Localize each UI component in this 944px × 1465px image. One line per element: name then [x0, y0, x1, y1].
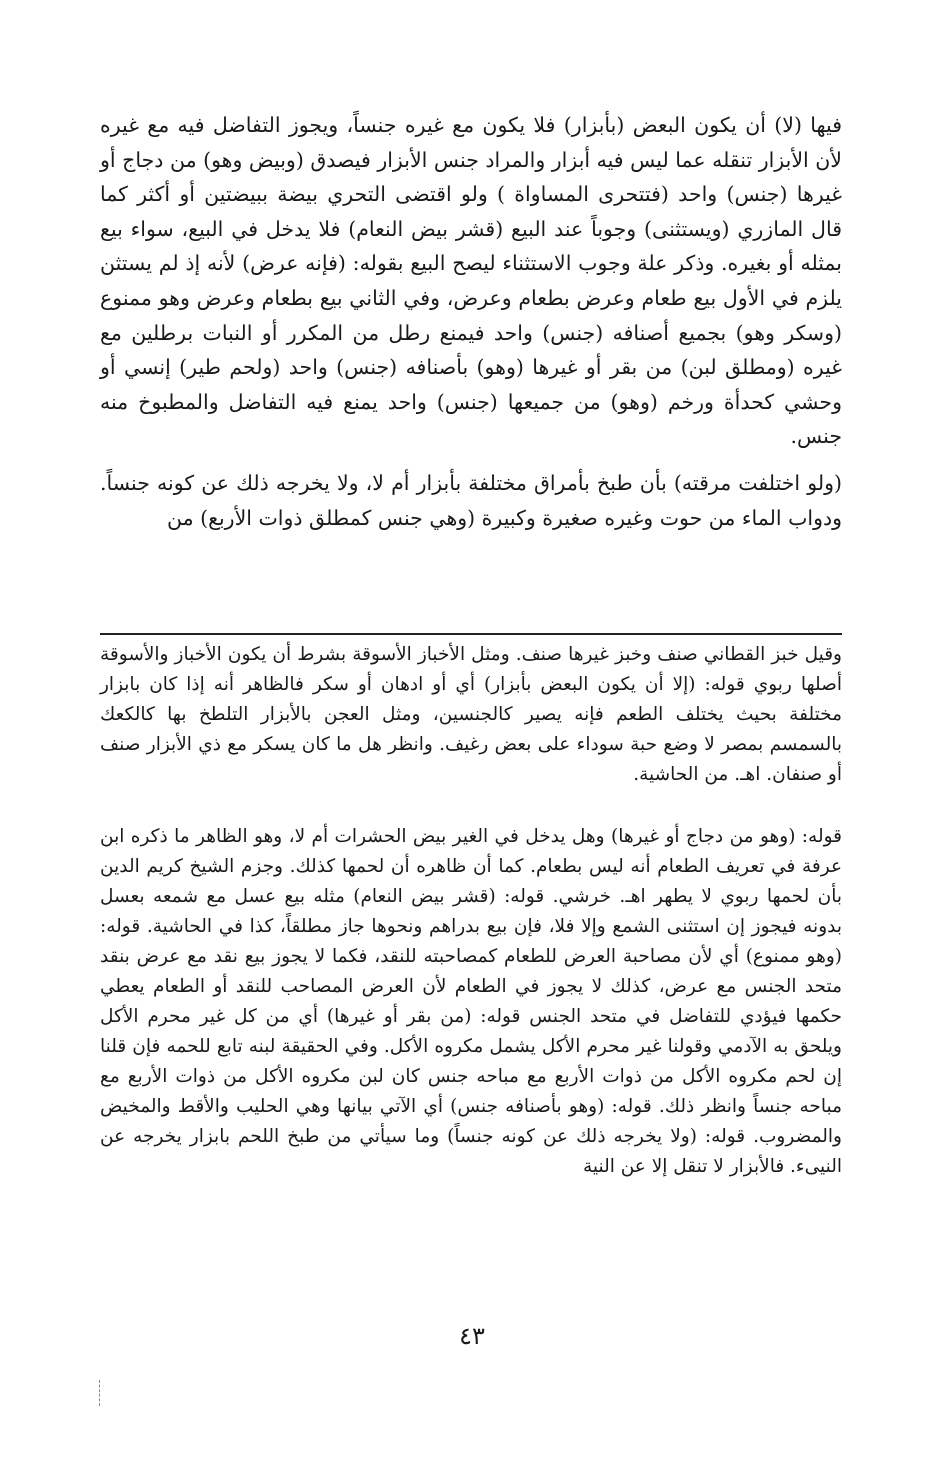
footnotes-block	[100, 640, 842, 1182]
page-number: ٤٣	[459, 1322, 485, 1350]
main-text-block	[100, 108, 842, 535]
main-paragraph-2: (ولو اختلفت مرقته) بأن طبخ بأمراق مختلفة بأبزار أم لا، ولا يخرجه ذلك عن كونه جنساً. ودواب الماء من حوت وغيره صغيرة وكبيرة (وهي جنس كمطلق ذوات الأربع) من	[100, 470, 842, 530]
main-paragraph-1: فيها (لا) أن يكون البعض (بأبزار) فلا يكون مع غيره جنساً، ويجوز التفاضل فيه مع غيره لأن الأبزار تنقله عما ليس فيه أبزار والمراد جنس الأبزار فيصدق (وبيض وهو) من دجاج أو غيرها (جنس) واحد (فتتحرى المساواة ) ولو اقتضى التحري بيضة ببيضتين أو أكثر كما قال المازري (ويستثنى) وجوباً عند البيع (قشر بيض النعام) فلا يدخل في البيع، سواء بيع بمثله أو بغيره. وذكر علة وجوب الاستثناء ليصح البيع بقوله: (فإنه عرض) لأنه إذ لم يستثن يلزم في الأول بيع طعام وعرض بطعام وعرض، وفي الثاني بيع بطعام وعرض وهو ممنوع (وسكر وهو) بجميع أصنافه (جنس) واحد فيمنع رطل من المكرر أو النبات برطلين مع غيره (ومطلق لبن) من بقر أو غيرها (وهو) بأصنافه (جنس) واحد (ولحم طير) إنسي أو وحشي كحدأة ورخم (وهو) من جميعها (جنس) واحد يمنع فيه التفاضل والمطبوخ منه جنس.	[100, 113, 842, 449]
footnote-separator-line	[100, 633, 842, 635]
footnote-paragraph-1: وقيل خبز القطاني صنف وخبز غيرها صنف. ومثل الأخباز الأسوقة بشرط أن يكون الأخباز والأسوقة أصلها ربوي قوله: (إلا أن يكون البعض بأبزار) أي أو ادهان أو سكر فالظاهر أنه إذا كان بابزار مختلفة بحيث يختلف الطعم فإنه يصير كالجنسين، ومثل العجن بالأبزار التلطخ بها كالكعك بالسمسم بمصر لا وضع حبة سوداء على بعض رغيف. وانظر هل ما كان يسكر مع ذي الأبزار صنف أو صنفان. اهـ. من الحاشية.	[100, 644, 842, 785]
scan-edge-mark	[99, 1380, 100, 1406]
footnote-paragraph-2: قوله: (وهو من دجاج أو غيرها) وهل يدخل في الغير بيض الحشرات أم لا، وهو الظاهر ما ذكره ابن عرفة في تعريف الطعام أنه ليس بطعام. كما أن ظاهره أن لحمها كذلك. وجزم الشيخ كريم الدين بأن لحمها ربوي لا يطهر اهـ. خرشي. قوله: (قشر بيض النعام) مثله بيع عسل مع شمعه بعسل بدونه فيجوز إن استثنى الشمع وإلا فلا، فإن بيع بدراهم ونحوها جاز مطلقاً، كذا في الحاشية. قوله: (وهو ممنوع) أي لأن مصاحبة العرض للطعام كمصاحبته للنقد، فكما لا يجوز بيع نقد مع عرض بنقد متحد الجنس مع عرض، كذلك لا يجوز في الطعام لأن العرض المصاحب للنقد أو الطعام يعطي حكمها فيؤدي للتفاضل في متحد الجنس قوله: (من بقر أو غيرها) أي من كل غير محرم الأكل ويلحق به الآدمي وقولنا غير محرم الأكل يشمل مكروه الأكل. وفي الحقيقة لبنه تابع للحمه فإن قلنا إن لحم مكروه الأكل من ذوات الأربع مع مباحه جنس كان لبن مكروه الأكل من ذوات الأربع مع مباحه جنساً وانظر ذلك. قوله: (وهو بأصنافه جنس) أي الآتي بيانها وهي الحليب والأقط والمخيض والمضروب. قوله: (ولا يخرجه ذلك عن كونه جنساً) وما سيأتي من طبخ اللحم بابزار يخرجه عن النيىء. فالأبزار لا تنقل إلا عن النية	[100, 826, 842, 1177]
